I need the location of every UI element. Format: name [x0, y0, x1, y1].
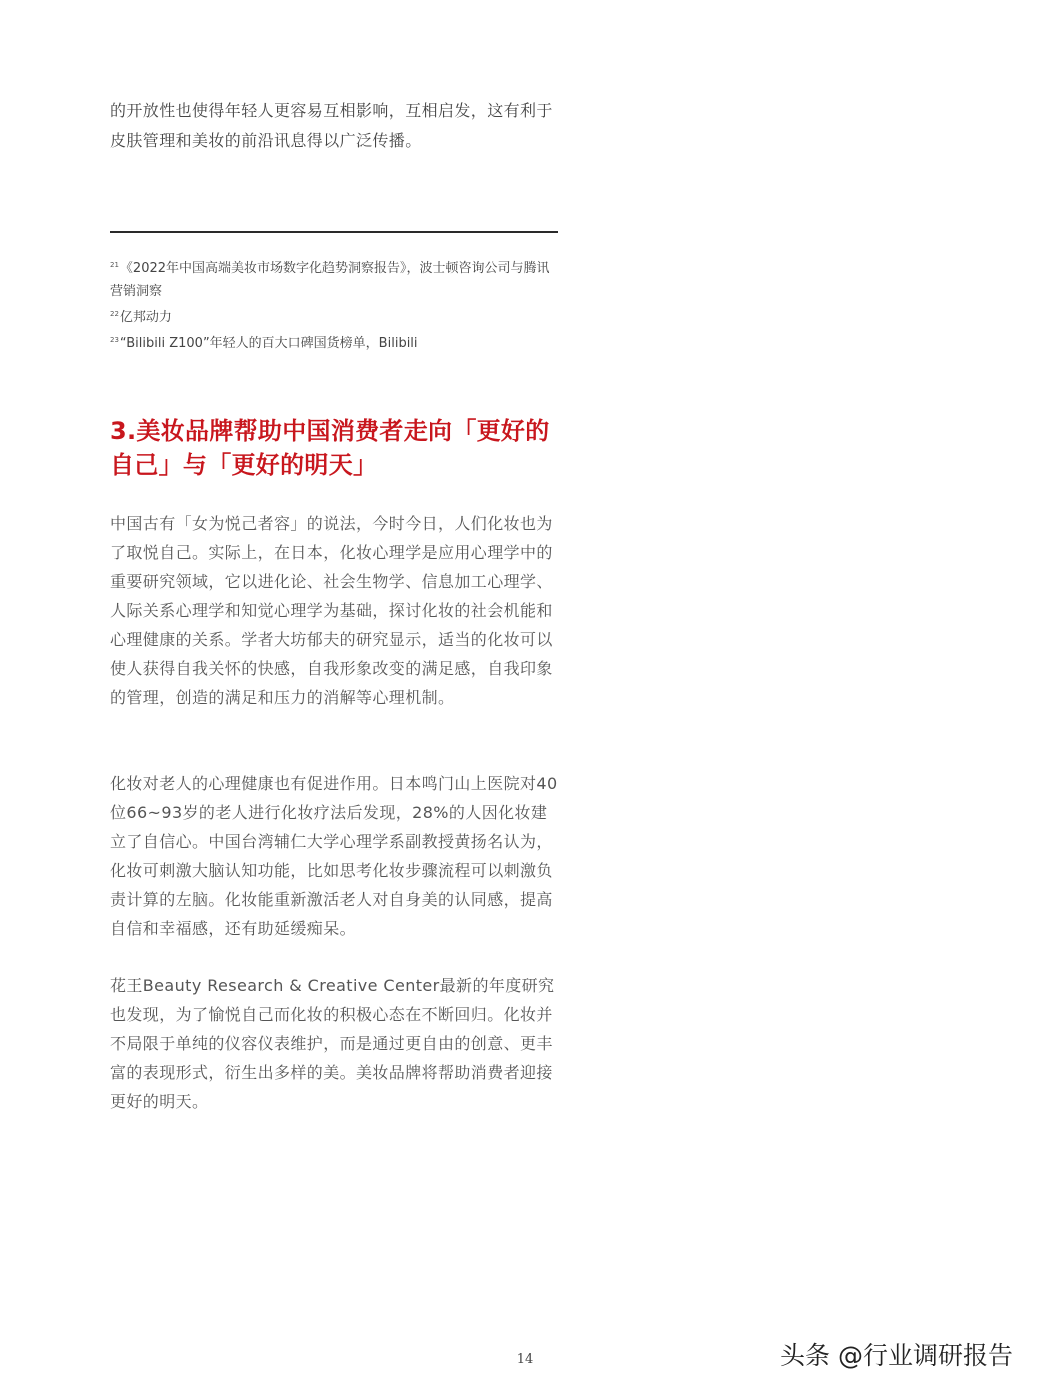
section-heading: 3.美妆品牌帮助中国消费者走向「更好的自己」与「更好的明天」: [110, 417, 550, 479]
body-paragraph-2: 化妆对老人的心理健康也有促进作用。日本鸣门山上医院对40位66~93岁的老人进行化妆疗法后发现，28%的人因化妆建立了自信心。中国台湾辅仁大学心理学系副教授黄扬名认为，化妆可刺激大脑认知功能，比如思考化妆步骤流程可以刺激负责计算的左脑。化妆能重新激活老人对自身美的认同感，提高自信和幸福感，还有助延缓痴呆。: [110, 774, 558, 938]
footnote-text: 亿邦动力: [119, 310, 172, 325]
page-number: 14: [516, 1352, 534, 1367]
footnote-22: [110, 303, 558, 329]
body-paragraph-3: 花王Beauty Research & Creative Center最新的年度研究也发现，为了愉悦自己而化妆的积极心态在不断回归。化妆并不局限于单纯的仪容仪表维护，而是通过更自由的创意、更丰富的表现形式，衍生出多样的美。美妆品牌将帮助消费者迎接更好的明天。: [110, 976, 555, 1111]
footnotes: [110, 254, 558, 355]
intro-paragraph: 的开放性也使得年轻人更容易互相影响，互相启发，这有利于皮肤管理和美妆的前沿讯息得以广泛传播。: [110, 101, 553, 150]
body-paragraph-1: 中国古有「女为悦己者容」的说法，今时今日，人们化妆也为了取悦自己。实际上，在日本，化妆心理学是应用心理学中的重要研究领域，它以进化论、社会生物学、信息加工心理学、人际关系心理学和知觉心理学为基础，探讨化妆的社会机能和心理健康的关系。学者大坊郁夫的研究显示，适当的化妆可以使人获得自我关怀的快感，自我形象改变的满足感，自我印象的管理，创造的满足和压力的消解等心理机制。: [110, 514, 553, 707]
footnote-text: “Bilibili Z100”年轻人的百大口碑国货榜单，Bilibili: [119, 336, 418, 351]
footnote-divider: [110, 231, 558, 233]
watermark: 头条 @行业调研报告: [780, 1341, 1013, 1370]
footnote-21: [110, 254, 558, 303]
footnote-number: 21: [110, 261, 119, 269]
footnote-number: 23: [110, 336, 119, 344]
footnote-text: 《2022年中国高端美妆市场数字化趋势洞察报告》，波士顿咨询公司与腾讯营销洞察: [110, 261, 550, 299]
footnote-number: 22: [110, 310, 119, 318]
footnote-23: [110, 329, 558, 355]
